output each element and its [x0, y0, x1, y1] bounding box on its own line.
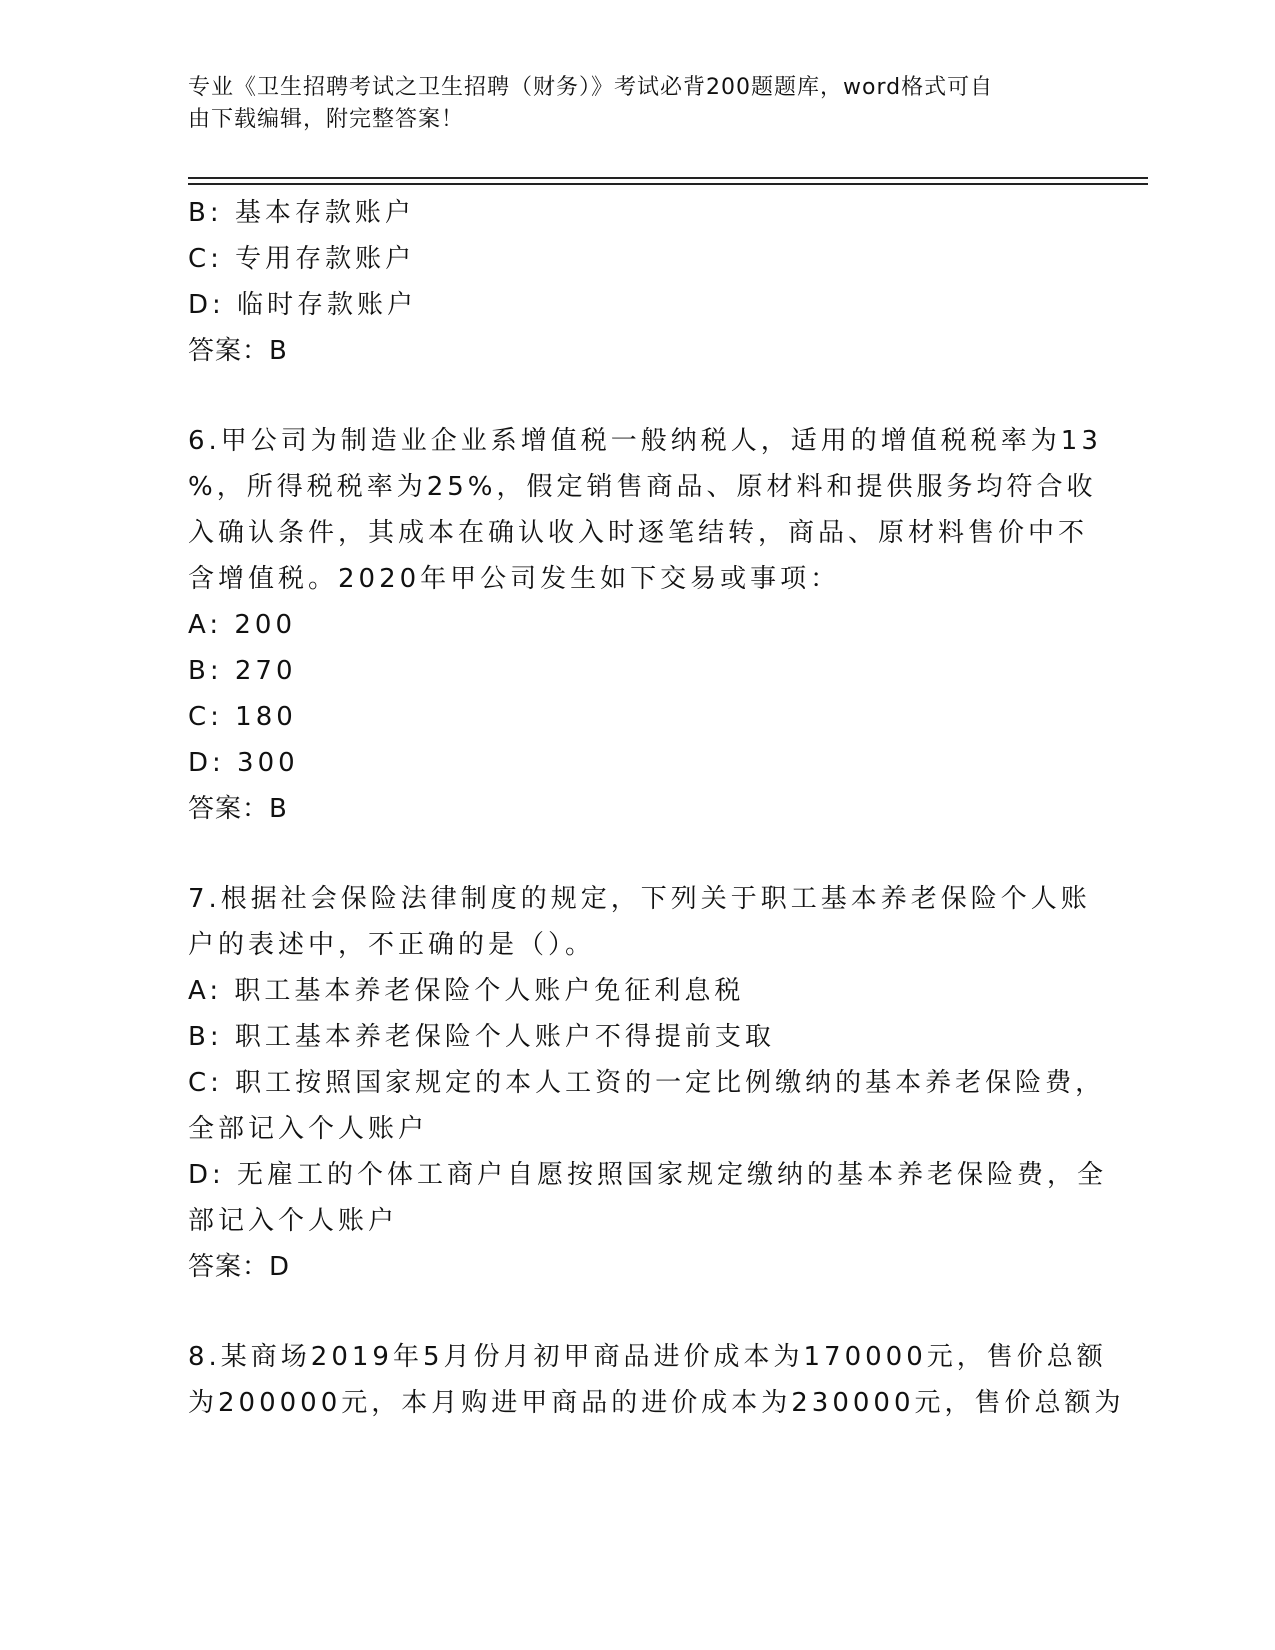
question-stem-line: %，所得税税率为25%，假定销售商品、原材料和提供服务均符合收: [188, 472, 1097, 502]
question-stem-line: 入确认条件，其成本在确认收入时逐笔结转，商品、原材料售价中不: [188, 518, 1089, 548]
option-a: A: 职工基本养老保险个人账户免征利息税: [188, 976, 745, 1006]
question-stem-line: 为200000元，本月购进甲商品的进价成本为230000元，售价总额为: [188, 1388, 1125, 1418]
answer: 答案：B: [188, 794, 288, 824]
spacer: [188, 1290, 1068, 1334]
spacer: [188, 832, 1068, 876]
option-d-line: D: 无雇工的个体工商户自愿按照国家规定缴纳的基本养老保险费，全: [188, 1160, 1108, 1190]
question-stem-line: 6.甲公司为制造业企业系增值税一般纳税人，适用的增值税税率为13: [188, 426, 1102, 456]
question-stem-line: 8.某商场2019年5月份月初甲商品进价成本为170000元，售价总额: [188, 1342, 1107, 1372]
question-stem-line: 7.根据社会保险法律制度的规定，下列关于职工基本养老保险个人账: [188, 884, 1091, 914]
option-b: B: 职工基本养老保险个人账户不得提前支取: [188, 1022, 775, 1052]
option-c: C: 180: [188, 702, 297, 732]
document-header: [188, 72, 1068, 136]
question-6: [188, 418, 1102, 832]
option-c-line: 全部记入个人账户: [188, 1114, 429, 1144]
option-b: B: 270: [188, 656, 297, 686]
question-stem-line: 户的表述中，不正确的是（）。: [188, 930, 596, 960]
header-line-2: 由下载编辑，附完整答案！: [188, 107, 465, 132]
document-body: [188, 190, 1125, 1426]
question-5-tail: [188, 190, 1068, 374]
answer: 答案：B: [188, 336, 288, 366]
header-line-1: 专业《卫生招聘考试之卫生招聘（财务）》考试必背200题题库，word格式可自: [188, 75, 994, 100]
option-c-line: C: 职工按照国家规定的本人工资的一定比例缴纳的基本养老保险费，: [188, 1068, 1106, 1098]
option-c: C: 专用存款账户: [188, 244, 416, 274]
option-d-line: 部记入个人账户: [188, 1206, 399, 1236]
question-stem-line: 含增值税。2020年甲公司发生如下交易或事项：: [188, 564, 841, 594]
answer: 答案：D: [188, 1252, 291, 1282]
header-divider-top: [188, 177, 1148, 179]
question-8: [188, 1334, 1125, 1426]
option-d: D: 300: [188, 748, 299, 778]
question-7: [188, 876, 1108, 1290]
option-a: A: 200: [188, 610, 296, 640]
spacer: [188, 374, 1068, 418]
option-b: B: 基本存款账户: [188, 198, 415, 228]
option-d: D: 临时存款账户: [188, 290, 418, 320]
header-divider-bottom: [188, 183, 1148, 185]
